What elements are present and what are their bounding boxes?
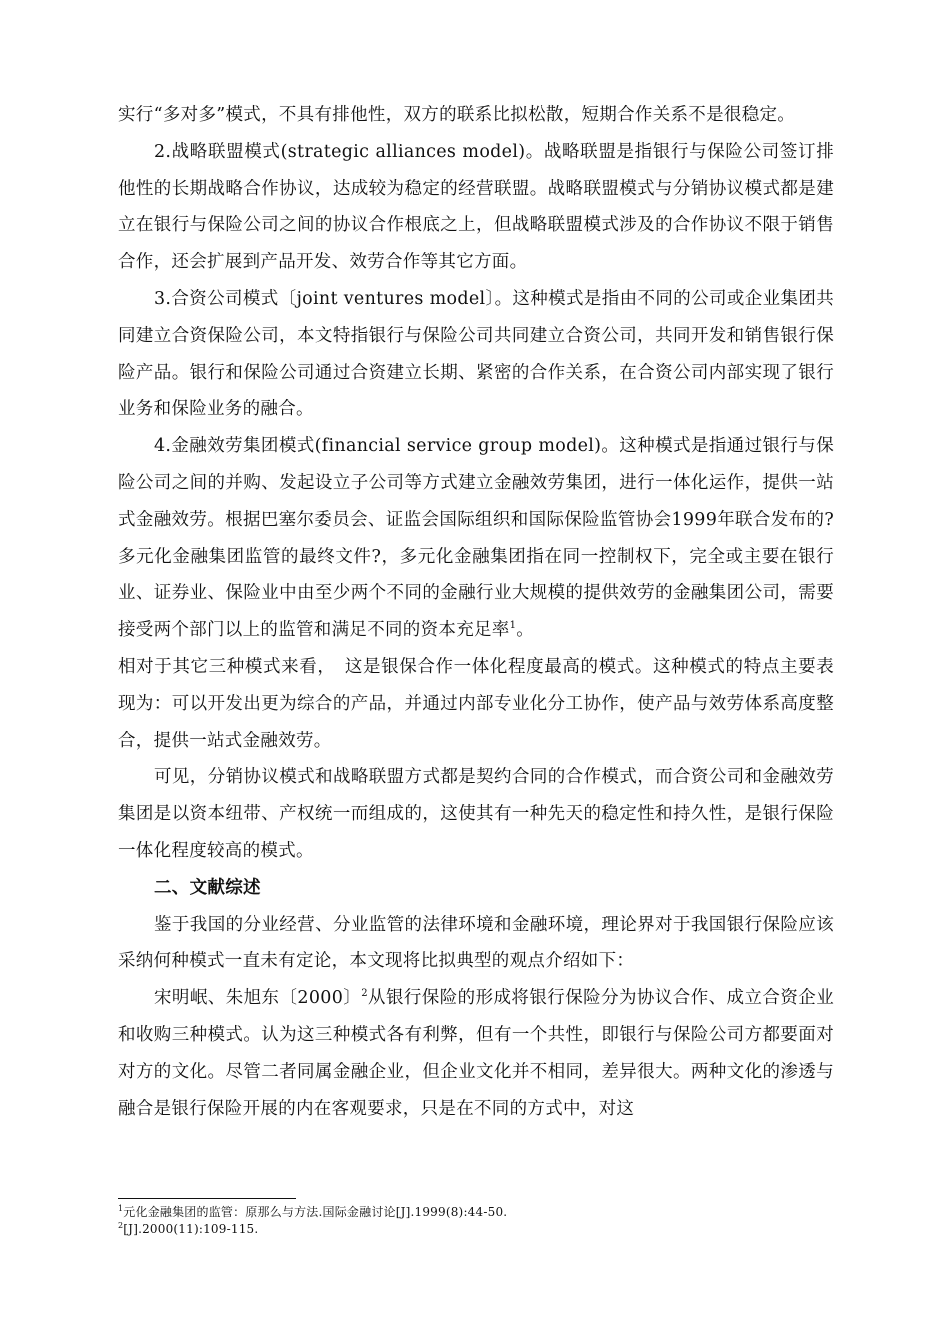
body-text — [118, 97, 834, 1127]
footnote-2-text: [J].2000(11):109-115. — [123, 1222, 259, 1236]
paragraph-9-text: 宋明岷、朱旭东〔2000〕 — [154, 988, 362, 1009]
paragraph-9-tail: 从银行保险的形成将银行保险分为协议合作、成立合资企业和收购三种模式。认为这三种模式各有利弊，但有一个共性，即银行与保险公司方都要面对对方的文化。尽管二者同属金融企业，但企业文化并不相同，差异很大。两种文化的渗透与融合是银行保险开展的内在客观要求，只是在不同的方式中，对这 — [118, 988, 834, 1119]
footnote-ref-2: 2 — [361, 988, 368, 1000]
footnote-2-number: 2 — [118, 1221, 124, 1230]
footnote-ref-1: 1 — [509, 620, 517, 632]
paragraph-5-text: 相对于其它三种模式来看， 这是银保合作一体化程度最高的模式。这种模式的特点主要表现为：可以开发出更为综合的产品，并通过内部专业化分工协作，使产品与效劳体系高度整合，提供一站式金融效劳。 — [118, 656, 834, 751]
paragraph-1-text: 实行“多对多”模式，不具有排他性，双方的联系比拟松散，短期合作关系不是很稳定。 — [118, 105, 796, 125]
section-heading-text: 二、文献综述 — [154, 877, 261, 898]
paragraph-strategic-alliance — [118, 134, 834, 281]
paragraph-joint-venture — [118, 281, 834, 428]
footnote-1 — [118, 1204, 834, 1221]
paragraph-4-text: 4.金融效劳集团模式(financial service group model)。这种模式是指通过银行与保险公司之间的并购、发起设立子公司等方式建立金融效劳集团，进行一体化运作，提供一站式金融效劳。根据巴塞尔委员会、证监会国际组织和国际保险监管协会1999年联合发布的?多元化金融集团监管的最终文件?，多元化金融集团指在同一控制权下，完全或主要在银行业、证券业、保险业中由至少两个不同的金融行业大规模的提供效劳的金融集团公司，需要接受两个部门以上的监管和满足不同的资本充足率 — [118, 436, 834, 641]
paragraph-6-text: 可见，分销协议模式和战略联盟方式都是契约合同的合作模式，而合资公司和金融效劳集团是以资本纽带、产权统一而组成的，这使其有一种先天的稳定性和持久性，是银行保险一体化程度较高的模式。 — [118, 767, 834, 861]
paragraph-literature-intro — [118, 907, 834, 981]
paragraph-comparison — [118, 649, 834, 759]
footnotes — [118, 1204, 834, 1238]
paragraph-8-text: 鉴于我国的分业经营、分业监管的法律环境和金融环境，理论界对于我国银行保险应该采纳何种模式一直未有定论，本文现将比拟典型的观点介绍如下： — [118, 914, 834, 972]
paragraph-4-tail: 。 — [516, 620, 535, 641]
paragraph-song-zhu — [118, 980, 834, 1127]
footnote-divider — [118, 1198, 296, 1199]
paragraph-summary — [118, 759, 834, 869]
section-heading-literature-review — [118, 870, 834, 907]
paragraph-3-text: 3.合资公司模式〔joint ventures model〕。这种模式是指由不同的公司或企业集团共同建立合资保险公司，本文特指银行与保险公司共同建立合资公司，共同开发和销售银行保险产品。银行和保险公司通过合资建立长期、紧密的合作关系，在合资公司内部实现了银行业务和保险业务的融合。 — [118, 288, 834, 420]
footnote-2 — [118, 1221, 834, 1238]
paragraph-1 — [118, 97, 834, 134]
paragraph-financial-service-group — [118, 428, 834, 649]
paragraph-2-text: 2.战略联盟模式(strategic alliances model)。战略联盟是指银行与保险公司签订排他性的长期战略合作协议，达成较为稳定的经营联盟。战略联盟模式与分销协议模式都是建立在银行与保险公司之间的协议合作根底之上，但战略联盟模式涉及的合作协议不限于销售合作，还会扩展到产品开发、效劳合作等其它方面。 — [118, 141, 834, 273]
footnote-1-text: 元化金融集团的监管：原那么与方法.国际金融讨论[J].1999(8):44-50. — [123, 1205, 508, 1219]
footnote-1-number: 1 — [118, 1204, 124, 1213]
